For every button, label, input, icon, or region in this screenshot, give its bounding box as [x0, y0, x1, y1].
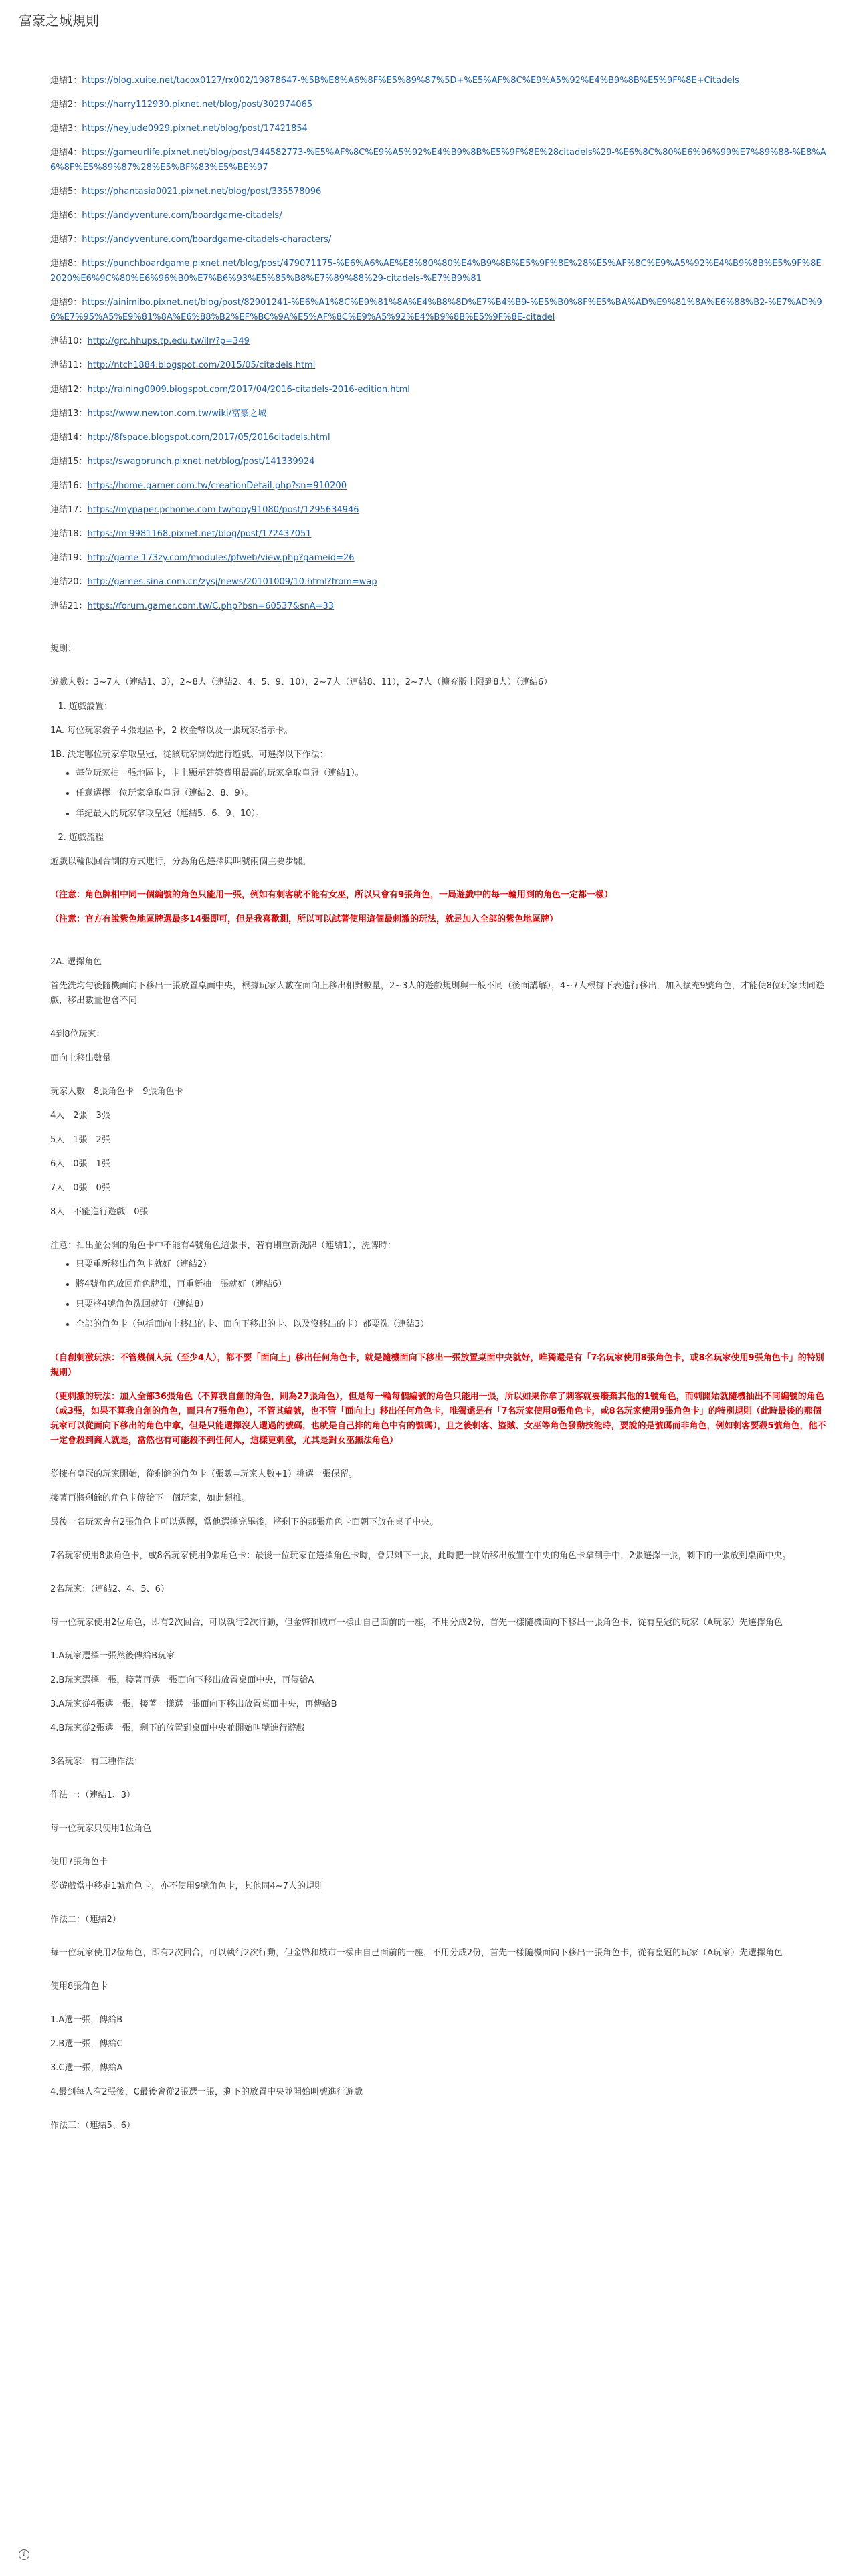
reference-link[interactable]: http://grc.hhups.tp.edu.tw/ilr/?p=349	[87, 336, 250, 346]
flow-title: 2. 遊戲流程	[69, 831, 826, 845]
reference-link[interactable]: https://home.gamer.com.tw/creationDetail.php?sn=910200	[87, 481, 347, 491]
faceup-table	[50, 1109, 826, 1220]
link-row	[50, 233, 826, 247]
page-title: 富豪之城規則	[19, 13, 99, 29]
section-setup	[50, 700, 826, 714]
step-item: 1.A玩家選擇一張然後傳給B玩家	[50, 1651, 175, 1661]
link-label: 連結15：	[50, 457, 88, 467]
reference-link[interactable]: https://blog.xuite.net/tacox0127/rx002/19878647-%5B%E8%A6%8F%E5%89%87%5D+%E5%AF%8C%E9%A5%92%E4%B9%8B%E5%9F%8E+Citadels	[82, 76, 739, 86]
last-player-text: 最後一名玩家會有2張角色卡可以選擇，當他選擇完畢後，將剩下的那張角色卡面朝下放在桌子中央。	[50, 1517, 439, 1527]
setup-1b: 1B. 決定哪位玩家拿取皇冠，從該玩家開始進行遊戲。可選擇以下作法：	[50, 750, 328, 760]
reference-link[interactable]: http://8fspace.blogspot.com/2017/05/2016citadels.html	[87, 433, 330, 443]
reference-link[interactable]: https://gameurlife.pixnet.net/blog/post/344582773-%E5%AF%8C%E9%A5%92%E4%B9%8B%E5%9F%8E%28citadels%29-%E6%8C%80%E6%96%99%E7%89%88-%E8%A6%8F%E5%89%87%28%E5%BF%83%E5%BE%97	[50, 148, 826, 173]
method1-text1: 每一位玩家只使用1位角色	[50, 1824, 152, 1834]
reference-link[interactable]: https://andyventure.com/boardgame-citadels-characters/	[82, 235, 332, 245]
link-label: 連結7：	[50, 235, 82, 245]
method2-text2: 使用8張角色卡	[50, 1981, 108, 1992]
link-row	[50, 407, 826, 421]
flow-text: 遊戲以輪似回合制的方式進行，分為角色選擇與叫號兩個主要步驟。	[50, 857, 312, 867]
reference-links-list	[50, 74, 826, 614]
link-row	[50, 455, 826, 469]
link-label: 連結14：	[50, 433, 88, 443]
info-icon[interactable]: i	[19, 2549, 29, 2560]
link-row	[50, 146, 826, 175]
link-label: 連結17：	[50, 505, 88, 515]
step-item: 3.C選一張，傳給A	[50, 2063, 123, 2073]
link-label: 連結21：	[50, 601, 88, 611]
reference-link[interactable]: http://ntch1884.blogspot.com/2015/05/citadels.html	[87, 360, 316, 370]
crown-start-text: 從擁有皇冠的玩家開始，從剩餘的角色卡（張數=玩家人數+1）挑選一張保留。	[50, 1469, 358, 1479]
reference-link[interactable]: https://heyjude0929.pixnet.net/blog/post/17421854	[82, 124, 308, 134]
note-intro: 注意：抽出並公開的角色卡中不能有4號角色這張卡，若有則重新洗牌（連結1），洗牌時：	[50, 1241, 397, 1251]
method1-heading: 作法一：（連結1、3）	[50, 1790, 136, 1800]
shuffle-option: • 全部的角色卡（包括面向上移出的卡、面向下移出的卡、以及沒移出的卡）都要洗（連結3）	[76, 1317, 826, 1332]
three-player-steps	[50, 2013, 826, 2100]
reference-link[interactable]: https://andyventure.com/boardgame-citadels/	[82, 211, 282, 221]
text-2a: 首先洗均勻後隨機面向下移出一張放置桌面中央，根據玩家人數在面向上移出相對數量，2~3人的遊戲規則與一般不同（後面講解），4~7人根據下表進行移出，加入擴充9號角色，才能使8位玩家共同遊戲，移出數量也會不同	[50, 981, 824, 1006]
link-row	[50, 599, 826, 614]
heading-faceup: 面向上移出數量	[50, 1053, 112, 1063]
link-row	[50, 257, 826, 286]
crown-option: • 年紀最大的玩家拿取皇冠（連結5、6、9、10）。	[76, 807, 826, 821]
table-row: 4人 2張 3張	[50, 1111, 110, 1121]
reference-link[interactable]: https://forum.gamer.com.tw/C.php?bsn=60537&snA=33	[87, 601, 335, 611]
link-label: 連結5：	[50, 187, 82, 197]
crown-option: • 任意選擇一位玩家拿取皇冠（連結2、8、9）。	[76, 786, 826, 801]
reference-link[interactable]: https://www.newton.com.tw/wiki/富豪之城	[87, 409, 267, 419]
link-label: 連結1：	[50, 76, 82, 86]
method2-heading: 作法二：（連結2）	[50, 1915, 121, 1925]
shuffle-option: • 將4號角色放回角色牌堆，再重新抽一張就好（連結6）	[76, 1277, 826, 1292]
link-row	[50, 334, 826, 349]
table-row: 7人 0張 0張	[50, 1183, 110, 1193]
link-row	[50, 551, 826, 566]
setup-title: 1. 遊戲設置：	[69, 700, 826, 714]
method1-text3: 從遊戲當中移走1號角色卡，亦不使用9號角色卡，其他同4~7人的規則	[50, 1881, 323, 1891]
red-note-2: （注意：官方有說紫色地區牌選最多14張即可，但是我喜歡測，所以可以試著使用這個最刺激的玩法，就是加入全部的紫色地區牌）	[50, 914, 559, 924]
link-row	[50, 358, 826, 373]
link-label: 連結2：	[50, 100, 82, 110]
red-note-4: （更刺激的玩法：加入全部36張角色（不算我自創的角色，則為27張角色），但是每一輪每個編號的角色只能用一張，所以如果你拿了刺客就要廢棄其他的1號角色，而刺開始就隨機抽出不同編號的角色（或3張，如果不算我自創的角色，而只有7張角色），不管其編號，也不管「面向上」移出任何角色卡，唯獨還是有「7名玩家使用8張角色卡，或8名玩家使用9張角色卡」的特別規則（此時最後的那個玩家可以從面向下移出的角色中拿，但是只能選擇沒人選過的號碼，也就是自己排的角色中有的號碼），且之後刺客、盜賊、女巫等角色發動技能時，要說的是號碼而非角色，例如刺客要殺5號角色，他不一定會殺到商人就是，當然也有可能殺不到任何人，這樣更刺激，尤其是對女巫無法角色）	[50, 1392, 826, 1446]
link-label: 連結11：	[50, 360, 88, 370]
table-row: 8人 不能進行遊戲 0張	[50, 1207, 149, 1217]
step-item: 4.B玩家從2張選一張，剩下的放置到桌面中央並開始叫號進行遊戲	[50, 1723, 305, 1733]
reference-link[interactable]: http://game.173zy.com/modules/pfweb/view.php?gameid=26	[87, 553, 355, 563]
link-label: 連結4：	[50, 148, 82, 158]
link-row	[50, 209, 826, 223]
article-body	[50, 74, 826, 2143]
table-header: 玩家人數 8張角色卡 9張角色卡	[50, 1087, 183, 1097]
step-item: 2.B選一張，傳給C	[50, 2039, 123, 2049]
method3-heading: 作法三：（連結5、6）	[50, 2121, 136, 2131]
reference-link[interactable]: https://phantasia0021.pixnet.net/blog/post/335578096	[82, 187, 322, 197]
heading-4to8: 4到8位玩家：	[50, 1029, 105, 1039]
method1-text2: 使用7張角色卡	[50, 1857, 108, 1867]
method2-text1: 每一位玩家使用2位角色，即有2次回合，可以執行2次行動，但金幣和城市一樣由自己面前的一座，不用分成2份，首先一樣隨機面向下移出一張角色卡，從有皇冠的玩家（A玩家）先選擇角色	[50, 1948, 783, 1958]
link-row	[50, 122, 826, 136]
link-row	[50, 527, 826, 542]
red-note-3: （自創刺激玩法：不管幾個人玩（至少4人），都不要「面向上」移出任何角色卡，就是隨機面向下移出一張放置桌面中央就好，唯獨還是有「7名玩家使用8張角色卡，或8名玩家使用9張角色卡」的特別規則）	[50, 1353, 824, 1378]
two-player-steps	[50, 1649, 826, 1736]
link-row	[50, 479, 826, 494]
red-note-1: （注意：角色牌相中同一個編號的角色只能用一張，例如有刺客就不能有女巫，所以只會有9張角色，一局遊戲中的每一輪用到的角色一定都一樣）	[50, 890, 613, 900]
link-row	[50, 185, 826, 199]
shuffle-option: • 只要重新移出角色卡就好（連結2）	[76, 1257, 826, 1272]
link-label: 連結16：	[50, 481, 88, 491]
reference-link[interactable]: https://mypaper.pchome.com.tw/toby91080/post/1295634946	[87, 505, 359, 515]
table-row: 6人 0張 1張	[50, 1159, 110, 1169]
two-player-detail: 每一位玩家使用2位角色，即有2次回合，可以執行2次行動，但金幣和城市一樣由自己面前的一座，不用分成2份，首先一樣隨機面向下移出一張角色卡，從有皇冠的玩家（A玩家）先選擇角色	[50, 1618, 783, 1628]
crown-option: • 每位玩家抽一張地區卡，卡上顯示建築費用最高的玩家拿取皇冠（連結1）。	[76, 766, 826, 781]
link-label: 連結12：	[50, 385, 88, 395]
step-item: 1.A選一張，傳給B	[50, 2015, 123, 2025]
link-label: 連結8：	[50, 259, 82, 269]
shuffle-options-list	[50, 1257, 826, 1332]
seven-eight-rule: 7名玩家使用8張角色卡，或8名玩家使用9張角色卡：最後一位玩家在選擇角色卡時，會只剩下一張，此時把一開始移出放置在中央的角色卡拿到手中，2張選擇一張，剩下的一張放到桌面中央。	[50, 1551, 791, 1561]
link-row	[50, 503, 826, 518]
link-row	[50, 74, 826, 88]
next-player-text: 接著再將剩餘的角色卡傳給下一個玩家，如此類推。	[50, 1493, 251, 1503]
link-row	[50, 575, 826, 590]
link-row	[50, 296, 826, 325]
link-label: 連結13：	[50, 409, 88, 419]
players-count: 遊戲人數：3~7人（連結1、3），2~8人（連結2、4、5、9、10），2~7人（連結8、11），2~7人（擴充版上限到8人）（連結6）	[50, 677, 553, 687]
setup-1a: 1A. 每位玩家發予４張地區卡，2 枚金幣以及一張玩家指示卡。	[50, 726, 293, 736]
shuffle-option: • 只要將4號角色洗回就好（連結8）	[76, 1297, 826, 1312]
crown-options-list	[50, 766, 826, 821]
table-row: 5人 1張 2張	[50, 1135, 110, 1145]
reference-link[interactable]: https://ainimibo.pixnet.net/blog/post/82901241-%E6%A1%8C%E9%81%8A%E4%B8%8D%E7%B4%B9-%E5%B0%8F%E5%BA%AD%E9%81%8A%E6%88%B2-%E7%AD%96%E7%95%A5%E9%81%8A%E6%88%B2%EF%BC%9A%E5%AF%8C%E9%A5%92%E4%B9%8B%E5%9F%8E-citadel	[50, 298, 822, 322]
link-row	[50, 431, 826, 445]
step-item: 4.最到每人有2張後，C最後會從2張選一張，剩下的放置中央並開始叫號進行遊戲	[50, 2087, 363, 2097]
link-row	[50, 98, 826, 112]
heading-2a: 2A. 選擇角色	[50, 957, 102, 967]
link-label: 連結9：	[50, 298, 82, 308]
two-player-heading: 2名玩家：（連結2、4、5、6）	[50, 1584, 169, 1594]
section-flow	[50, 831, 826, 845]
reference-link[interactable]: https://harry112930.pixnet.net/blog/post/302974065	[82, 100, 313, 110]
link-label: 連結18：	[50, 529, 88, 539]
reference-link[interactable]: https://swagbrunch.pixnet.net/blog/post/141339924	[87, 457, 315, 467]
reference-link[interactable]: http://raining0909.blogspot.com/2017/04/2016-citadels-2016-edition.html	[87, 385, 410, 395]
link-label: 連結3：	[50, 124, 82, 134]
step-item: 2.B玩家選擇一張，接著再選一張面向下移出放置桌面中央，再傳給A	[50, 1675, 314, 1685]
reference-link[interactable]: http://games.sina.com.cn/zysj/news/20101009/10.html?from=wap	[87, 577, 377, 587]
link-label: 連結19：	[50, 553, 88, 563]
link-row	[50, 383, 826, 397]
three-player-heading: 3名玩家：有三種作法：	[50, 1757, 143, 1767]
link-label: 連結10：	[50, 336, 88, 346]
link-label: 連結20：	[50, 577, 88, 587]
reference-link[interactable]: https://mi9981168.pixnet.net/blog/post/172437051	[87, 529, 312, 539]
rules-heading: 規則：	[50, 644, 77, 654]
link-label: 連結6：	[50, 211, 82, 221]
step-item: 3.A玩家從4張選一張，接著一樣選一張面向下移出放置桌面中央，再傳給B	[50, 1699, 337, 1709]
reference-link[interactable]: https://punchboardgame.pixnet.net/blog/post/479071175-%E6%A6%AE%E8%80%80%E4%B9%8B%E5%9F%8E%28%E5%AF%8C%E9%A5%92%E4%B9%8B%E5%9F%8E2020%E6%9C%80%E6%96%B0%E7%B6%93%E5%85%B8%E7%89%88%29-citadels-%E7%B9%81	[50, 259, 822, 284]
